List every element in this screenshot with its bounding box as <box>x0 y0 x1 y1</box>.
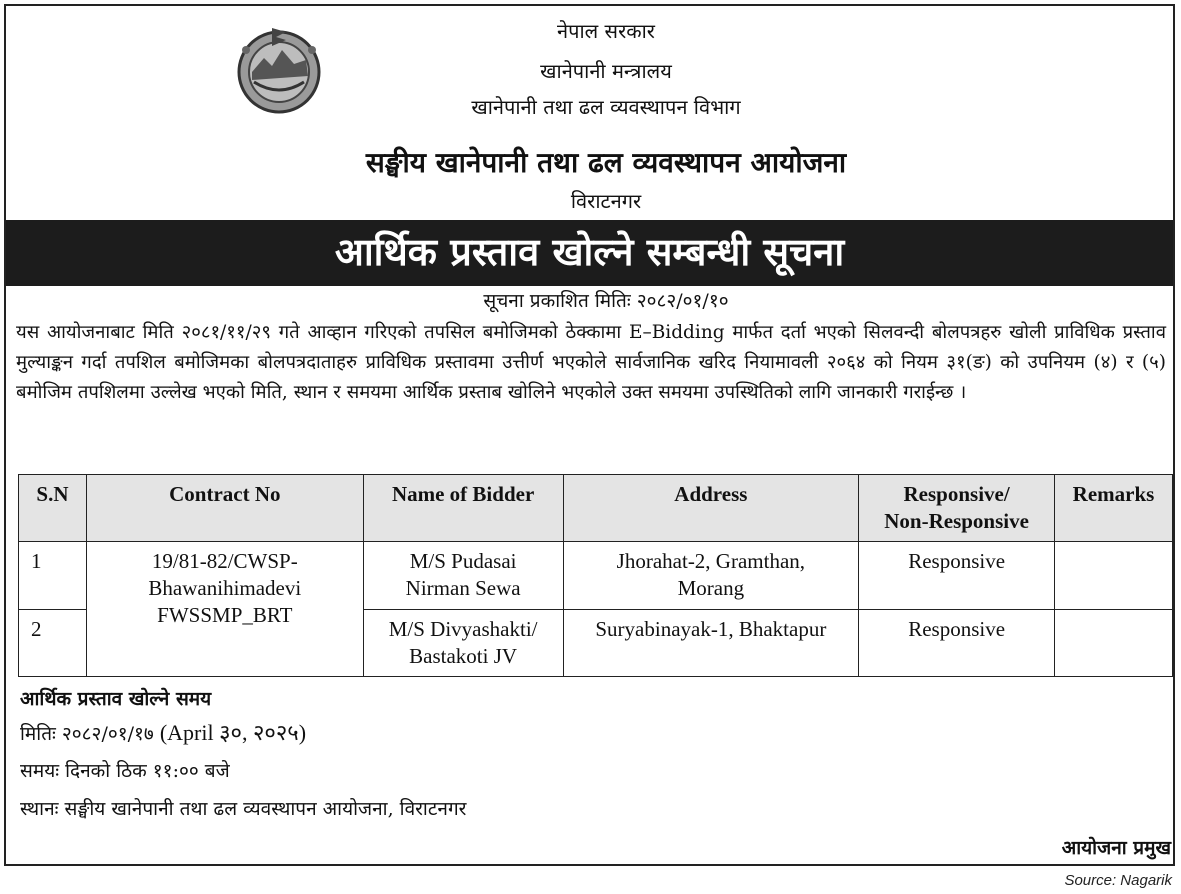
opening-date <box>20 718 306 749</box>
signatory-title: आयोजना प्रमुख <box>1061 837 1171 859</box>
project-name: सङ्घीय खानेपानी तथा ढल व्यवस्थापन आयोजना <box>365 146 847 179</box>
header-contract-no: Contract No <box>86 475 363 542</box>
header-responsive-line1: Responsive/ <box>903 482 1010 506</box>
bidder-cell <box>363 610 563 677</box>
header-responsive-line2: Non-Responsive <box>884 509 1029 533</box>
table-row <box>19 542 1173 610</box>
opening-date-english: (April ३०, २०२५) <box>159 720 307 745</box>
remarks-cell <box>1055 542 1173 610</box>
opening-section-title: आर्थिक प्रस्ताव खोल्ने समय <box>20 688 212 710</box>
contract-line2: Bhawanihimadevi <box>148 576 302 600</box>
header-bidder: Name of Bidder <box>363 475 563 542</box>
notice-frame <box>4 4 1175 866</box>
nepal-government-emblem-icon <box>224 20 334 116</box>
bidder-line2: Bastakoti JV <box>409 644 518 668</box>
opening-date-label: मितिः <box>20 723 56 745</box>
government-name: नेपाल सरकार <box>557 19 655 43</box>
opening-place: स्थानः सङ्घीय खानेपानी तथा ढल व्यवस्थापन आयोजना, विराटनगर <box>20 798 467 820</box>
status-cell: Responsive <box>859 542 1055 610</box>
notice-body: यस आयोजनाबाट मिति २०८१/११/२९ गते आव्हान गरिएको तपसिल बमोजिमको ठेक्कामा E–Bidding मार्फत दर्ता भएको सिलवन्दी बोलपत्रहरु खोली प्राविधिक प्रस्ताव मुल्याङ्कन गर्दा तपशिल बमोजिमका बोलपत्रदाताहरु प्राविधिक प्रस्तावमा उत्तीर्ण भएकोले सार्वजानिक खरिद नियामावली २०६४ को नियम ३१(ङ) को उपनियम (४) र (५) बमोजिम तपशिलमा उल्लेख भएको मिति, स्थान र समयमा आर्थिक प्रस्ताब खोलिने भएकोले उक्त समयमा उपस्थितिको लागि जानकारी गराईन्छ । <box>16 322 1166 403</box>
source-credit: Source: Nagarik <box>1064 872 1172 889</box>
header-sn: S.N <box>19 475 87 542</box>
published-date: सूचना प्रकाशित मितिः २०८२/०१/१० <box>483 290 729 312</box>
header-responsive <box>859 475 1055 542</box>
header-address: Address <box>563 475 859 542</box>
contract-line3: FWSSMP_BRT <box>157 603 293 627</box>
department-name: खानेपानी तथा ढल व्यवस्थापन विभाग <box>471 95 741 119</box>
remarks-cell <box>1055 610 1173 677</box>
bidders-table <box>18 474 1173 677</box>
bidder-line2: Nirman Sewa <box>405 576 521 600</box>
header-remarks: Remarks <box>1055 475 1173 542</box>
contract-line1: 19/81-82/CWSP- <box>151 549 298 573</box>
opening-time: समयः दिनको ठिक ११:०० बजे <box>20 760 230 782</box>
address-line1: Jhorahat-2, Gramthan, <box>616 549 806 573</box>
ministry-name: खानेपानी मन्त्रालय <box>540 59 672 83</box>
table-header-row <box>19 475 1173 542</box>
row-sn: 1 <box>19 542 87 610</box>
notice-title-banner: आर्थिक प्रस्ताव खोल्ने सम्बन्धी सूचना <box>6 220 1173 286</box>
address-cell <box>563 542 859 610</box>
address-line2: Morang <box>677 576 745 600</box>
contract-no-cell <box>86 542 363 677</box>
project-location: विराटनगर <box>570 189 642 213</box>
row-sn: 2 <box>19 610 87 677</box>
address-cell: Suryabinayak-1, Bhaktapur <box>563 610 859 677</box>
opening-date-value: २०८२/०१/१७ <box>61 723 154 745</box>
bidder-line1: M/S Divyashakti/ <box>388 617 538 641</box>
bidder-cell <box>363 542 563 610</box>
status-cell: Responsive <box>859 610 1055 677</box>
bidder-line1: M/S Pudasai <box>409 549 517 573</box>
